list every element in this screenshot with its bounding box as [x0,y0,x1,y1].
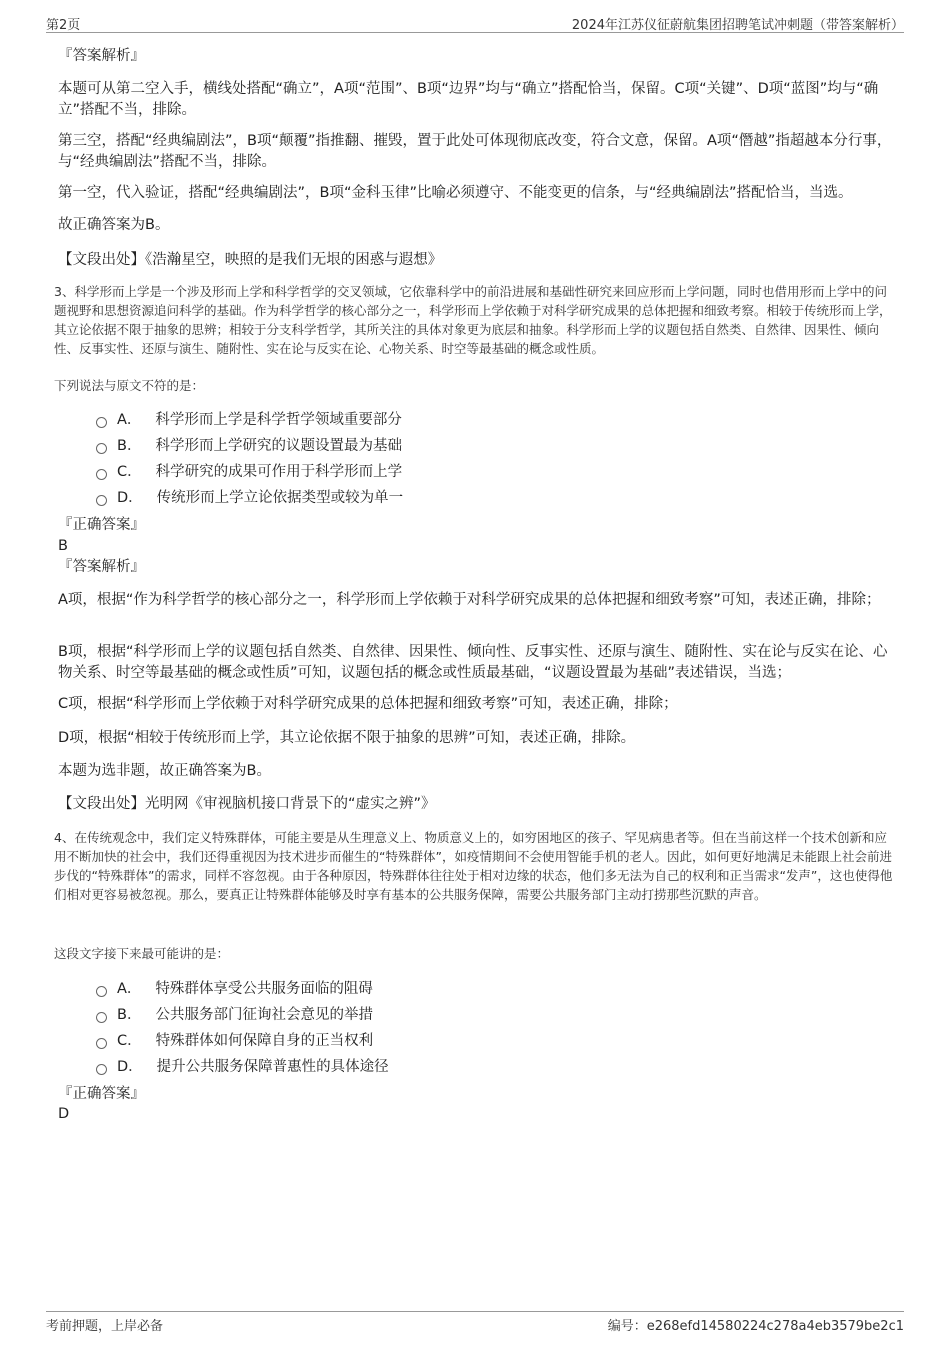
q2-analysis-para-4: 故正确答案为B。 [58,217,170,233]
q3-analysis-b: B项，根据“科学形而上学的议题包括自然类、自然律、因果性、倾向性、反事实性、还原与演生、随附性、实在论与反实在论、心物关系、时空等最基础的概念或性质”可知，议题包括的概念或性质最基础，“议题设置最为基础”表述错误，当选； [58,644,888,681]
radio-icon[interactable] [96,495,107,506]
document-title: 2024年江苏仪征蔚航集团招聘笔试冲刺题（带答案解析） [571,18,904,33]
q3-analysis-label: 『答案解析』 [58,559,145,575]
radio-icon[interactable] [96,986,107,997]
q4-option-c[interactable]: C． 特殊群体如何保障自身的正当权利 [96,1031,373,1051]
radio-icon[interactable] [96,443,107,454]
q3-stem: 3、科学形而上学是一个涉及形而上学和科学哲学的交叉领域，它依靠科学中的前沿进展和基础性研究来回应形而上学问题，同时也借用形而上学中的问题视野和思想资源追问科学的基础。作为科学哲学的核心部分之一，科学形而上学依赖于对科学研究成果的总体把握和细致考察。相较于传统形而上学，其立论依据不限于抽象的思辨；相较于分支科学哲学，其所关注的具体对象更为底层和抽象。科学形而上学的议题包括自然类、自然律、因果性、倾向性、反事实性、还原与演生、随附性、实在论与反实在论、心物关系、时空等最基础的概念或性质。 [54,284,892,356]
q3-analysis-a: A项，根据“作为科学哲学的核心部分之一，科学形而上学依赖于对科学研究成果的总体把握和细致考察”可知，表述正确，排除； [58,592,881,608]
page-number: 第2页 [46,18,81,33]
q3-option-b[interactable]: B． 科学形而上学研究的议题设置最为基础 [96,436,402,456]
radio-icon[interactable] [96,469,107,480]
q4-stem: 4、在传统观念中，我们定义特殊群体，可能主要是从生理意义上、物质意义上的，如穷困地区的孩子、罕见病患者等。但在当前这样一个技术创新和应用不断加快的社会中，我们还得重视因为技术进步而催生的“特殊群体”，如疫情期间不会使用智能手机的老人。因此，如何更好地满足未能跟上社会前进步伐的“特殊群体”的需求，同样不容忽视。由于各种原因，特殊群体往往处于相对边缘的状态，他们多无法为自己的权利和正当需求“发声”，这也使得他们相对更容易被忽视。那么，要真正让特殊群体能够及时享有基本的公共服务保障，需要公共服务部门主动打捞那些沉默的声音。 [54,830,893,902]
footer-slogan: 考前押题，上岸必备 [46,1319,164,1334]
q2-source: 【文段出处】《浩瀚星空，映照的是我们无垠的困惑与遐想》 [58,252,443,268]
q4-option-b[interactable]: B． 公共服务部门征询社会意见的举措 [96,1005,373,1025]
q4-answer-label: 『正确答案』 [58,1086,145,1102]
page-footer [46,1311,904,1334]
document-code: 编号：e268efd14580224c278a4eb3579be2c1 [607,1319,904,1334]
q3-option-a[interactable]: A． 科学形而上学是科学哲学领域重要部分 [96,410,402,430]
q4-option-d[interactable]: D． 提升公共服务保障普惠性的具体途径 [96,1057,389,1077]
q2-analysis-para-1: 本题可从第二空入手，横线处搭配“确立”，A项“范围”、B项“边界”均与“确立”搭配恰当，保留。C项“关键”、D项“蓝图”均与“确立”搭配不当，排除。 [58,81,879,118]
q3-answer-label: 『正确答案』 [58,517,145,533]
q4-answer: D [58,1106,70,1122]
q4-option-a[interactable]: A． 特殊群体享受公共服务面临的阻碍 [96,979,373,999]
q3-answer: B [58,538,68,554]
radio-icon[interactable] [96,1012,107,1023]
q4-question: 这段文字接下来最可能讲的是： [54,946,230,961]
radio-icon[interactable] [96,417,107,428]
radio-icon[interactable] [96,1064,107,1075]
q3-source: 【文段出处】光明网《审视脑机接口背景下的“虚实之辨”》 [58,796,436,812]
q3-analysis-d: D项，根据“相较于传统形而上学，其立论依据不限于抽象的思辨”可知，表述正确，排除。 [58,730,636,746]
radio-icon[interactable] [96,1038,107,1049]
q3-analysis-c: C项，根据“科学形而上学依赖于对科学研究成果的总体把握和细致考察”可知，表述正确，排除； [58,696,678,712]
q3-question: 下列说法与原文不符的是： [54,378,205,393]
q2-analysis-para-3: 第一空，代入验证，搭配“经典编剧法”，B项“金科玉律”比喻必须遵守、不能变更的信条，与“经典编剧法”搭配恰当，当选。 [58,185,853,201]
q2-analysis-para-2: 第三空，搭配“经典编剧法”，B项“颠覆”指推翻、摧毁，置于此处可体现彻底改变，符合文意，保留。A项“僭越”指超越本分行事，与“经典编剧法”搭配不当，排除。 [58,133,892,170]
q3-option-d[interactable]: D． 传统形而上学立论依据类型或较为单一 [96,488,403,508]
q3-analysis-conclusion: 本题为选非题，故正确答案为B。 [58,763,271,779]
page-header [46,14,904,33]
q2-analysis-label: 『答案解析』 [58,48,145,64]
q3-option-c[interactable]: C． 科学研究的成果可作用于科学形而上学 [96,462,402,482]
